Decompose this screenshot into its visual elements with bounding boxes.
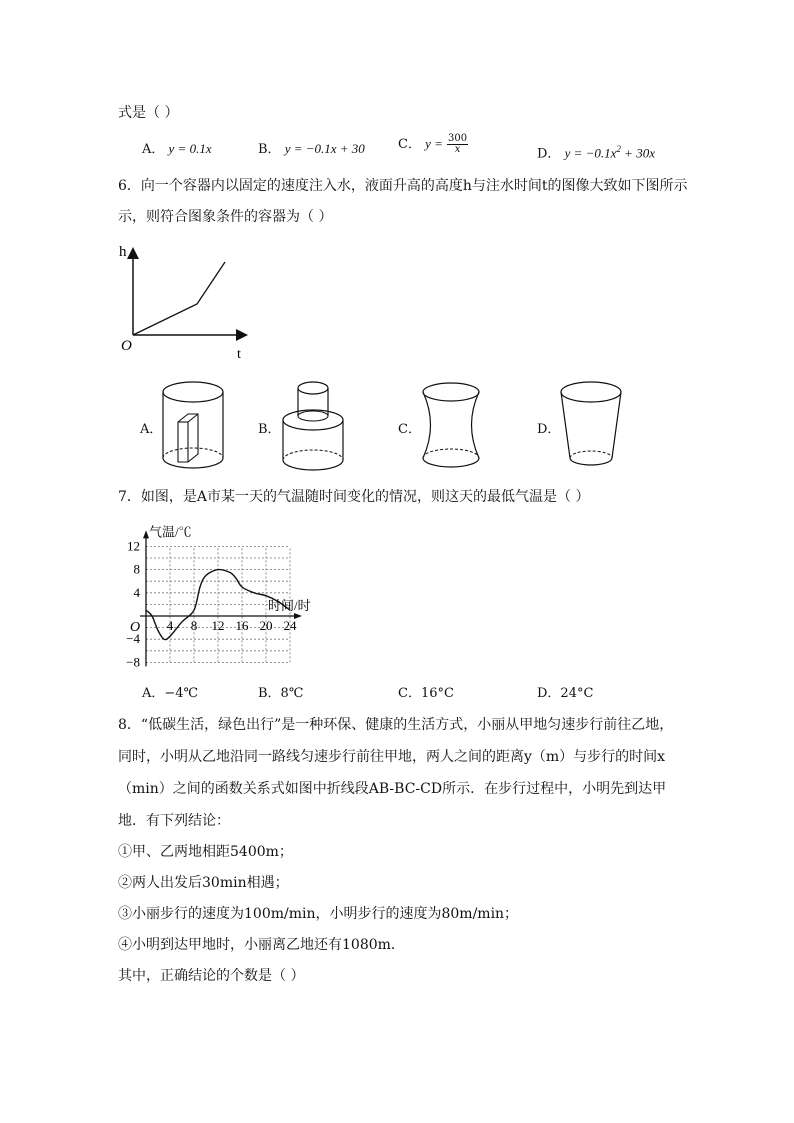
q7-stem: 7．如图，是A市某一天的气温随时间变化的情况，则这天的最低气温是（ ）	[118, 489, 590, 505]
graph-line	[133, 262, 225, 335]
option-letter: C．	[398, 137, 421, 152]
y-tick-label: 8	[133, 561, 140, 577]
option-superscript: 2	[616, 144, 621, 154]
q6-option-a-label[interactable]: A．	[140, 422, 163, 437]
q7-option-b[interactable]: B．8℃	[258, 686, 304, 701]
q8-line3: （min）之间的函数关系式如图中折线段AB-BC-CD所示．在步行过程中，小明先到达甲	[118, 781, 667, 797]
q5-option-b[interactable]	[258, 139, 365, 160]
y-axis-label: h	[119, 244, 127, 260]
y-tick-label: 4	[133, 584, 140, 600]
q6-option-d-label[interactable]: D．	[537, 422, 561, 437]
chart-y-axis-label: 气温/℃	[149, 524, 192, 540]
q8-conclusion-4: ④小明到达甲地时，小丽离乙地还有1080m．	[118, 937, 405, 953]
x-tick-label: 16	[235, 618, 249, 633]
q6-line2: 示，则符合图象条件的容器为（ ）	[118, 209, 333, 225]
x-tick-label: 8	[190, 618, 198, 633]
x-axis-label: t	[237, 347, 241, 362]
y-tick-label: −8	[126, 654, 140, 670]
container-b-stacked-cylinders[interactable]	[280, 378, 350, 473]
x-tick-label: 24	[283, 618, 297, 633]
x-tick-label: 4	[166, 618, 174, 633]
q8-question: 其中，正确结论的个数是（ ）	[118, 968, 305, 984]
q8-line4: 地．有下列结论：	[118, 813, 230, 829]
q6-option-c-label[interactable]: C．	[398, 422, 421, 437]
q6-graph	[115, 240, 255, 360]
fraction-numerator: 300	[448, 133, 468, 144]
q8-conclusion-1: ①甲、乙两地相距5400m；	[118, 844, 293, 860]
option-letter: B．	[258, 142, 281, 157]
origin-label: O	[121, 338, 132, 354]
chart-x-axis-label: 时间/时	[268, 598, 311, 613]
container-a-cylinder-with-block[interactable]	[160, 378, 230, 473]
option-formula: y = 0.1x	[168, 141, 212, 156]
y-tick-label: −4	[126, 631, 140, 647]
x-tick-label: 20	[259, 618, 273, 633]
option-letter: D．	[537, 146, 561, 162]
q8-conclusion-2: ②两人出发后30min相遇；	[118, 875, 289, 891]
q7-temperature-chart	[118, 510, 358, 675]
q5-option-c[interactable]	[398, 134, 468, 155]
option-formula-suffix: + 30x	[620, 145, 655, 161]
option-letter: A．	[142, 142, 165, 157]
q6-option-b-label[interactable]: B．	[258, 422, 281, 437]
chart-origin-label: O	[130, 620, 141, 635]
q8-line2: 同时，小明从乙地沿同一路线匀速步行前往甲地，两人之间的距离y（m）与步行的时间x	[118, 749, 666, 765]
fraction-denominator: x	[454, 144, 461, 155]
q8-conclusion-3: ③小丽步行的速度为100m/min，小明步行的速度为80m/min；	[118, 906, 519, 922]
q7-option-d[interactable]: D．24°C	[537, 686, 594, 701]
container-c-hourglass-shape[interactable]	[418, 378, 488, 473]
q7-option-a[interactable]: A．−4℃	[142, 686, 199, 701]
fraction	[447, 134, 468, 155]
q5-option-d[interactable]	[537, 139, 655, 164]
x-tick-label: 12	[211, 618, 225, 633]
option-formula-prefix: y = −0.1x	[564, 145, 617, 161]
q5-option-a[interactable]	[142, 139, 212, 160]
container-d-tapered-cup[interactable]	[558, 378, 628, 473]
option-formula-prefix: y =	[425, 136, 443, 151]
y-tick-label: 12	[127, 538, 140, 554]
q6-line1: 6．向一个容器内以固定的速度注入水，液面升高的高度h与注水时间t的图像大致如下图所示	[118, 178, 688, 194]
q8-line1: 8．“低碳生活，绿色出行”是一种环保、健康的生活方式，小丽从甲地匀速步行前往乙地，	[118, 717, 674, 733]
q7-option-c[interactable]: C．16°C	[398, 686, 454, 701]
option-formula: y = −0.1x + 30	[284, 141, 365, 156]
q5-stem-tail: 式是（ ）	[118, 105, 179, 121]
